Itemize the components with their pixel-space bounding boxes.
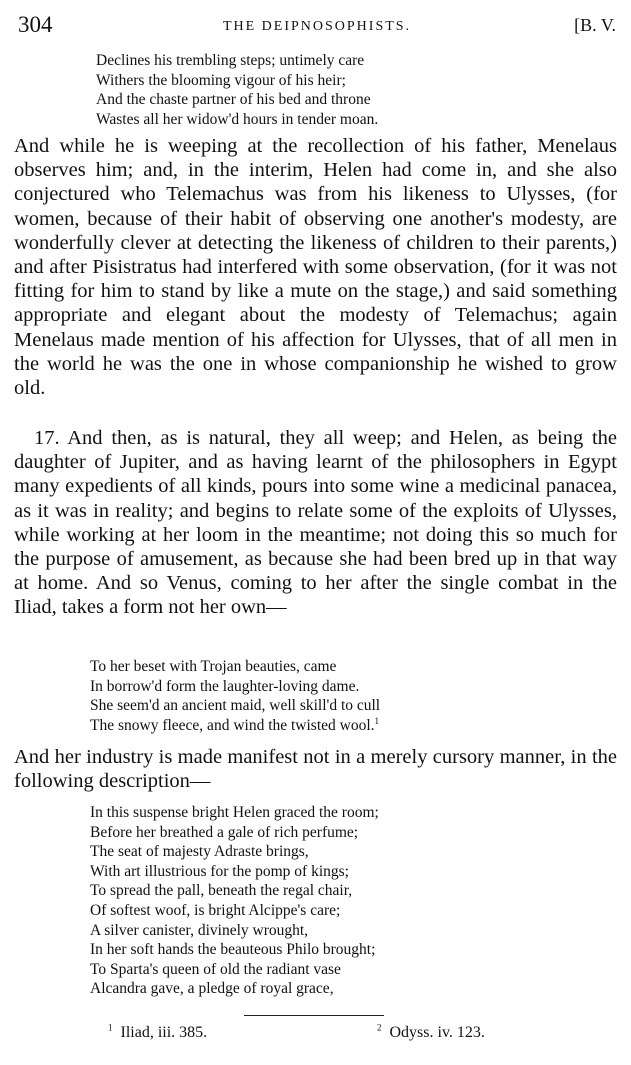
verse-line: To spread the pall, beneath the regal chair, [90,882,353,900]
footnote-1 [108,1024,207,1042]
page-number: 304 [18,12,53,37]
footnote-text: Iliad, iii. 385. [120,1024,208,1041]
verse-line: To Sparta's queen of old the radiant vase [90,960,341,978]
verse-line: Wastes all her widow'd hours in tender moan. [96,110,379,128]
page-header [18,12,616,42]
verse-line: And the chaste partner of his bed and throne [96,91,371,109]
verse-line: A silver canister, divinely wrought, [90,921,309,939]
paragraph-2: 17. And then, as is natural, they all weep; and Helen, as being the daughter of Jupiter, and as having learnt of the philosophers in Egypt many expedients of all kinds, pours into some wine a medicinal panacea, as it was in reality; and begins to relate some of the exploits of Ulysses, while working at her loom in the meantime; not doing this so much for the purpose of amusement, as because she had been bred up in that way at home. And so Venus, coming to her after the single combat in the Iliad, takes a form not her own— [14,427,617,619]
verse-line: To her beset with Trojan beauties, came [90,658,337,675]
verse-line: Before her breathed a gale of rich perfume; [90,823,359,841]
verse-line: The snowy fleece, and wind the twisted wool.$^1$ [90,715,380,734]
footnote-ref: 1 [374,715,380,726]
verse-line: With art illustrious for the pomp of kings; [90,862,349,880]
paragraph-3: And her industry is made manifest not in a merely cursory manner, in the following description— [14,746,617,793]
verse-line: In borrow'd form the laughter-loving dame. [90,677,360,695]
verse-line: Withers the blooming vigour of his heir; [96,71,346,89]
verse-quote-3 [90,803,379,999]
verse-line: Declines his trembling steps; untimely care [96,52,365,69]
verse-line: The seat of majesty Adraste brings, [90,843,309,861]
footnote-2 [377,1024,485,1042]
footnote-mark: 2 [377,1022,382,1033]
verse-line: Of softest woof, is bright Alcippe's care; [90,901,341,919]
footnote-text: Odyss. iv. 123. [389,1024,485,1041]
paragraph-1: And while he is weeping at the recollection of his father, Menelaus observes him; and, in the interim, Helen had come in, and she also conjectured who Telemachus was from his likeness to Ulysses, (for women, because of their habit of observing one another's modesty, are wonderfully clever at detecting the likeness of children to their parents,) and after Pisistratus had interfered with some observation, (for it was not fitting for him to stand by like a mute on the stage,) and said something appropriate and elegant about the modesty of Telemachus; again Menelaus made mention of his affection for Ulysses, that of all men in the world he was the one in whose companionship he wished to grow old. [14,135,617,400]
verse-quote-2 [90,657,380,735]
verse-quote-1 [96,51,378,129]
verse-line: In this suspense bright Helen graced the room; [90,804,379,821]
book-marker: [B. V. [574,15,616,35]
verse-line: In her soft hands the beauteous Philo brought; [90,941,376,959]
footnote-divider [244,1015,384,1016]
footnote-mark: 1 [108,1022,113,1033]
verse-line: Alcandra gave, a pledge of royal grace, [90,980,334,998]
running-title: THE DEIPNOSOPHISTS. [222,19,412,34]
verse-line: She seem'd an ancient maid, well skill'd to cull [90,697,381,715]
